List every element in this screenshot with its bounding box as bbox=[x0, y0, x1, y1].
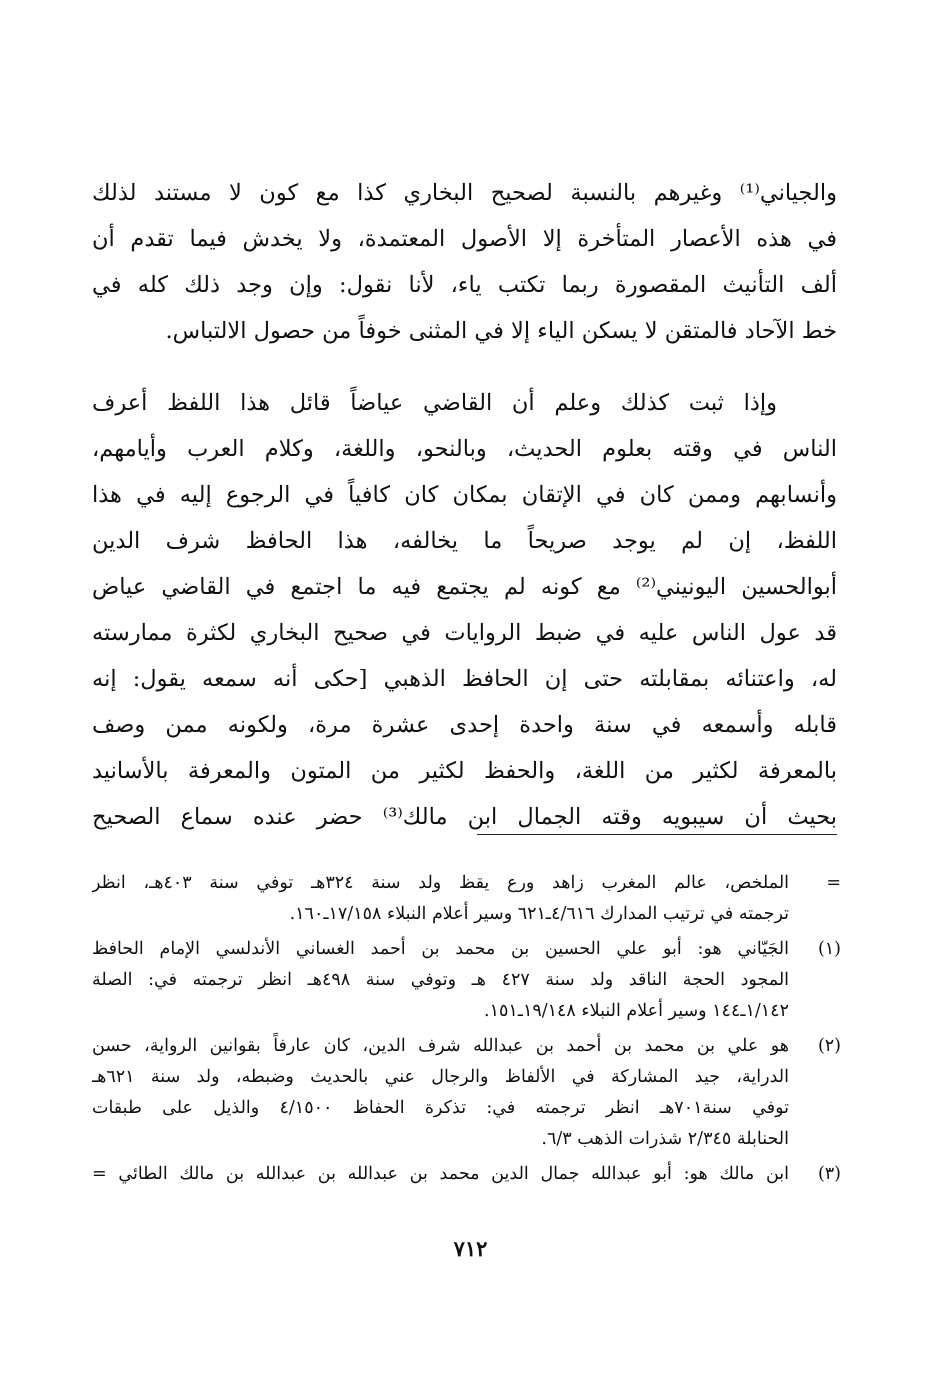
footnote-line: ١/١٤٢ـ١٤٤ وسير أعلام النبلاء ١٩/١٤٨ـ١٥١. bbox=[484, 1001, 789, 1021]
footnote-marker: (٣) bbox=[817, 1164, 841, 1184]
text-line: الناس في وقته بعلوم الحديث، وبالنحو، واللغة، وكلام العرب وأيامهم، bbox=[92, 436, 837, 462]
footnote-line: توفي سنة٧٠١هـ انظر ترجمته في: تذكرة الحفاظ ٤/١٥٠٠ والذيل على طبقات bbox=[92, 1098, 789, 1118]
footnote-1 bbox=[92, 934, 849, 1027]
paragraph-2 bbox=[92, 380, 837, 840]
footnote-3 bbox=[92, 1159, 849, 1190]
footnote-continued bbox=[92, 868, 849, 930]
footnote-line: هو علي بن محمد بن أحمد بن عبدالله شرف الدين، كان عارفاً بقوانين الرواية، حسن bbox=[92, 1036, 789, 1056]
footnote-line: الجَيّاني هو: أبو علي الحسين بن محمد بن أحمد الغساني الأندلسي الإمام الحافظ bbox=[92, 939, 789, 959]
text-line: اللفظ، إن لم يوجد صريحاً ما يخالفه، هذا الحافظ شرف الدين bbox=[92, 528, 837, 554]
text-line: قابله وأسمعه في سنة واحدة إحدى عشرة مرة، ولكونه ممن وصف bbox=[92, 712, 837, 738]
footnote-marker: (١) bbox=[817, 939, 841, 959]
footnote-line: الملخص، عالم المغرب زاهد ورع يقظ ولد سنة ٣٢٤هـ توفي سنة ٤٠٣هـ، انظر bbox=[92, 873, 789, 893]
footnote-marker: (٢) bbox=[817, 1036, 841, 1056]
text-line: قد عول الناس عليه في ضبط الروايات في صحيح البخاري لكثرة ممارسته bbox=[92, 620, 837, 646]
footnote-line: ابن مالك هو: أبو عبدالله جمال الدين محمد بن عبدالله بن عبدالله بن مالك الطائي = bbox=[92, 1164, 789, 1184]
text-line: له، واعتنائه بمقابلته حتى إن الحافظ الذهبي [حكى أنه سمعه يقول: إنه bbox=[92, 666, 837, 692]
text-line: خط الآحاد فالمتقن لا يسكن الياء إلا في المثنى خوفاً من حصول الالتباس. bbox=[165, 318, 837, 344]
footnote-2 bbox=[92, 1031, 849, 1155]
footnote-line: المجود الحجة الناقد ولد سنة ٤٢٧ هـ وتوفي سنة ٤٩٨هـ انظر ترجمته في: الصلة bbox=[92, 970, 789, 990]
footnote-marker: = bbox=[826, 873, 841, 893]
text-line: والجياني⁽¹⁾ وغيرهم بالنسبة لصحيح البخاري كذا مع كون لا مستند لذلك bbox=[92, 180, 837, 206]
footnotes bbox=[92, 868, 849, 1194]
text-line: في هذه الأعصار المتأخرة إلا الأصول المعتمدة، ولا يخدش فيما تقدم أن bbox=[92, 226, 837, 252]
text-line: وأنسابهم وممن كان في الإتقان بمكان كان كافياً في الرجوع إليه في هذا bbox=[92, 482, 837, 508]
text-line: بحيث أن سيبويه وقته الجمال ابن مالك⁽³⁾ حضر عنده سماع الصحيح bbox=[92, 804, 837, 830]
footnote-separator bbox=[477, 834, 837, 835]
text-line: أبوالحسين اليونيني⁽²⁾ مع كونه لم يجتمع فيه ما اجتمع في القاضي عياض bbox=[92, 574, 837, 600]
paragraph-spacer bbox=[92, 354, 837, 380]
text-line: وإذا ثبت كذلك وعلم أن القاضي عياضاً قائل هذا اللفظ أعرف bbox=[92, 390, 777, 416]
footnote-line: الدراية، جيد المشاركة في الألفاظ والرجال عني بالحديث وضبطه، ولد سنة ٦٢١هـ bbox=[92, 1067, 789, 1087]
footnote-line: ترجمته في ترتيب المدارك ٤/٦١٦ـ٦٢١ وسير أعلام النبلاء ١٧/١٥٨ـ١٦٠. bbox=[289, 904, 789, 924]
page-number: ٧١٢ bbox=[453, 1236, 488, 1261]
text-line: بالمعرفة لكثير من اللغة، والحفظ لكثير من المتون والمعرفة بالأسانيد bbox=[92, 758, 837, 784]
footnote-line: الحنابلة ٢/٣٤٥ شذرات الذهب ٦/٣. bbox=[541, 1129, 789, 1149]
text-line: ألف التأنيث المقصورة ربما تكتب ياء، لأنا نقول: وإن وجد ذلك كله في bbox=[92, 272, 837, 298]
paragraph-1 bbox=[92, 170, 837, 354]
main-text bbox=[92, 170, 837, 840]
